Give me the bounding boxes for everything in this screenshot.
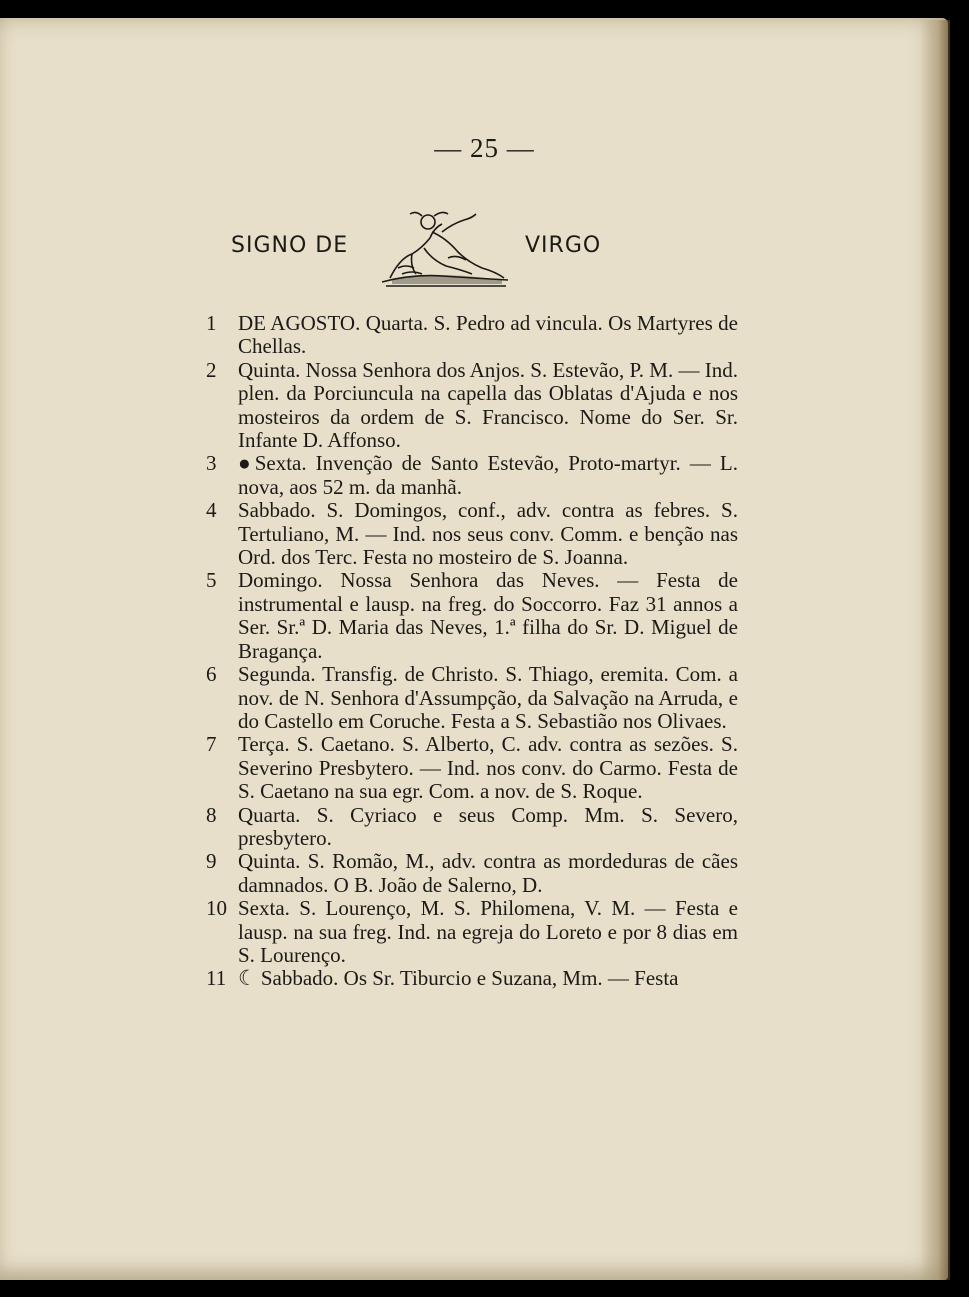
page-edge-shadow (920, 20, 950, 1280)
entry-text: Sexta. S. Lourenço, M. S. Philomena, V. M. — Festa e lausp. na sua freg. Ind. na egreja do Loreto e por 8 dias em S. Lourenço. (238, 896, 738, 967)
sign-title-left: SIGNO DE (231, 233, 349, 258)
calendar-entry (158, 359, 738, 453)
entry-text: Sexta. Invenção de Santo Estevão, Proto-martyr. — L. nova, aos 52 m. da manhã. (238, 451, 738, 499)
day-number: 2 (206, 357, 217, 382)
entry-text: Segunda. Transfig. de Christo. S. Thiago, eremita. Com. a nov. de N. Senhora d'Assumpção, da Salvação na Arruda, e do Castello em Coruche. Festa a S. Sebastião nos Olivaes. (238, 662, 738, 733)
day-number: 11 (206, 966, 227, 991)
calendar-entry (158, 804, 738, 851)
day-number: 10 (206, 896, 227, 921)
day-number: 9 (206, 849, 217, 874)
day-number: 4 (206, 498, 217, 523)
entry-text: Quarta. S. Cyriaco e seus Comp. Mm. S. Severo, presbytero. (238, 802, 738, 850)
day-number: 7 (206, 732, 217, 757)
calendar-entry (158, 663, 738, 733)
entry-text: Sabbado. S. Domingos, conf., adv. contra as febres. S. Tertuliano, M. — Ind. nos seus conv. Comm. e benção nas Ord. dos Terc. Festa no mosteiro de S. Joanna. (238, 498, 738, 570)
day-number: 5 (206, 568, 217, 593)
calendar-entry (158, 312, 738, 359)
day-number: 8 (206, 802, 217, 827)
calendar-entry (158, 897, 738, 967)
new-moon-icon: ● (238, 451, 251, 476)
page-number: — 25 — (434, 133, 535, 163)
calendar-entry (158, 733, 738, 803)
day-number: 1 (206, 311, 217, 335)
entry-text: Quinta. Nossa Senhora dos Anjos. S. Estevão, P. M. — Ind. plen. da Porciuncula na capella das Oblatas d'Ajuda e nos mosteiros da ordem de S. Francisco. Nome do Ser. Sr. Infante D. Affonso. (238, 357, 738, 453)
sign-title-right: VIRGO (525, 233, 602, 258)
entry-text: Domingo. Nossa Senhora das Neves. — Festa de instrumental e lausp. na freg. do Soccorro. Faz 31 annos a Ser. Sr.ª D. Maria das Neves, 1.ª filha do Sr. D. Miguel de Bragança. (238, 568, 738, 663)
calendar-entry (158, 850, 738, 897)
entry-text: DE AGOSTO. Quarta. S. Pedro ad vincula. Os Martyres de Chellas. (238, 311, 738, 359)
last-quarter-moon-icon: ☾ (238, 966, 257, 991)
virgo-figure-icon (372, 208, 516, 290)
entry-text: Quinta. S. Romão, M., adv. contra as mordeduras de cães damnados. O B. João de Salerno, D. (238, 849, 738, 897)
entry-text: Sabbado. Os Sr. Tiburcio e Suzana, Mm. — Festa (260, 966, 679, 991)
calendar-entry (158, 967, 738, 990)
calendar-entries (158, 312, 738, 991)
entry-text: Terça. S. Caetano. S. Alberto, C. adv. contra as sezões. S. Severino Presbytero. — Ind. nos conv. do Carmo. Festa de S. Caetano na sua egr. Com. a nov. de S. Roque. (238, 732, 738, 804)
calendar-entry (158, 499, 738, 569)
day-number: 6 (206, 662, 217, 687)
calendar-entry (158, 452, 738, 499)
day-number: 3 (206, 451, 217, 476)
calendar-entry (158, 569, 738, 663)
